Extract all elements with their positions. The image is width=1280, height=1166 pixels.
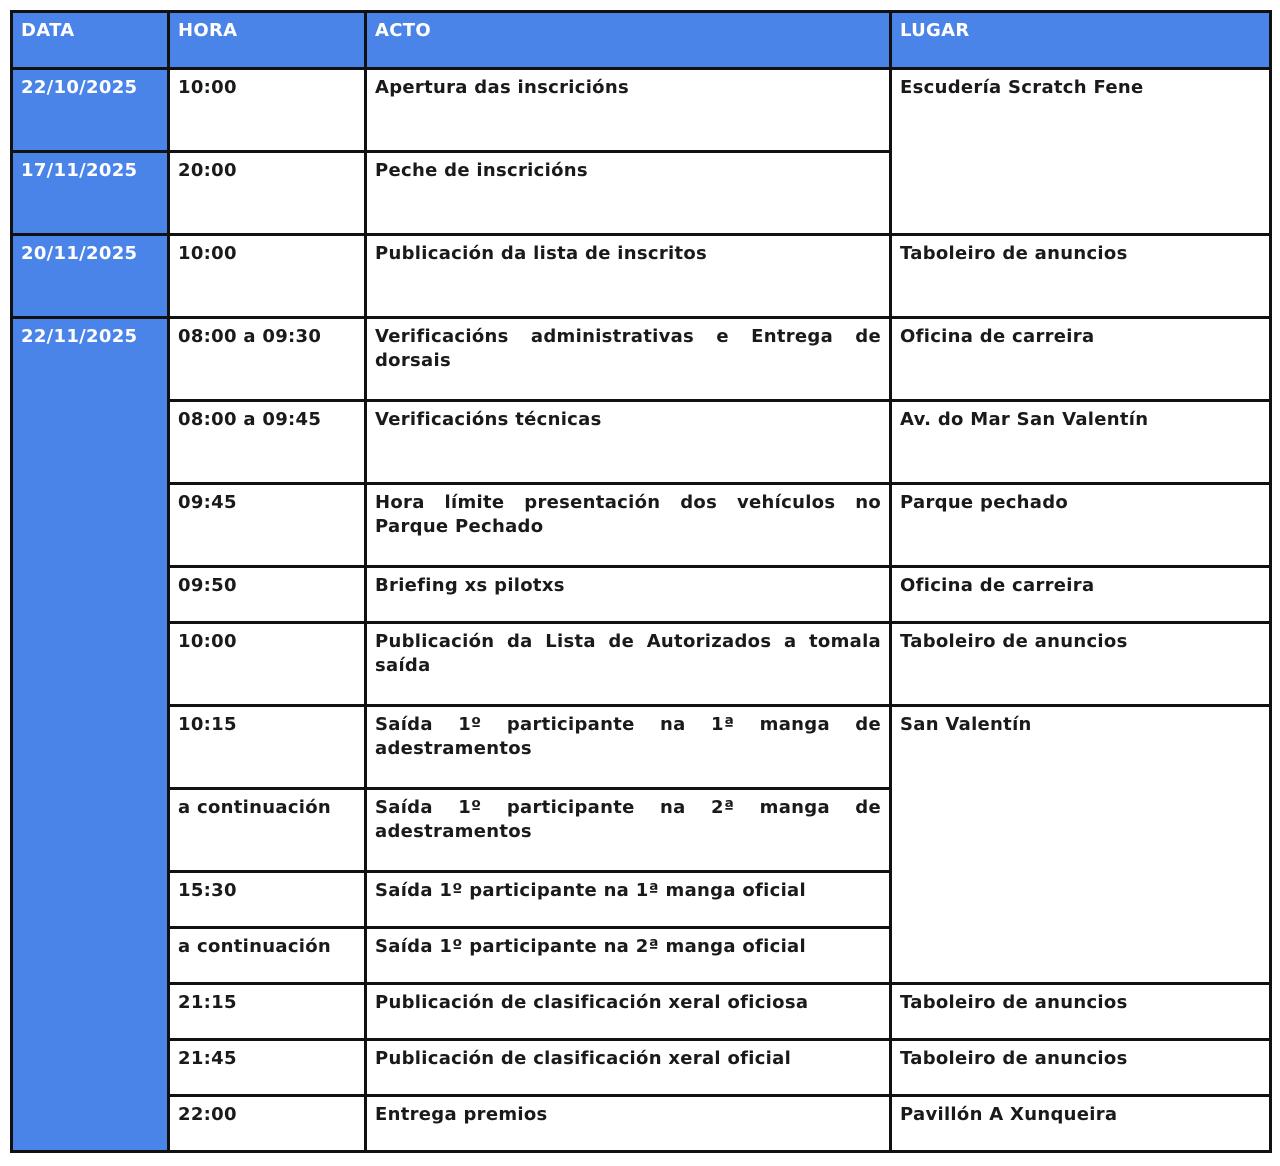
table-row (12, 1096, 1271, 1152)
lugar-cell: Taboleiro de anuncios (891, 623, 1271, 706)
acto-cell: Apertura das inscricións (366, 69, 891, 152)
lugar-cell: Pavillón A Xunqueira (891, 1096, 1271, 1152)
schedule-table (10, 10, 1272, 1153)
header-acto: ACTO (366, 12, 891, 69)
lugar-cell: Parque pechado (891, 484, 1271, 567)
table-row (12, 401, 1271, 484)
table-row (12, 484, 1271, 567)
lugar-cell: Oficina de carreira (891, 567, 1271, 623)
table-row (12, 235, 1271, 318)
acto-cell: Publicación da lista de inscritos (366, 235, 891, 318)
hora-cell: 10:00 (169, 69, 366, 152)
acto-cell: Publicación de clasificación xeral oficial (366, 1040, 891, 1096)
lugar-cell: Escudería Scratch Fene (891, 69, 1271, 235)
header-row (12, 12, 1271, 69)
lugar-cell: San Valentín (891, 706, 1271, 984)
acto-cell: Verificacións técnicas (366, 401, 891, 484)
acto-cell: Peche de inscricións (366, 152, 891, 235)
acto-cell: Publicación da Lista de Autorizados a tomala saída (366, 623, 891, 706)
table-row (12, 984, 1271, 1040)
hora-cell: 21:15 (169, 984, 366, 1040)
table-row (12, 318, 1271, 401)
lugar-cell: Taboleiro de anuncios (891, 1040, 1271, 1096)
header-data: DATA (12, 12, 169, 69)
lugar-cell: Oficina de carreira (891, 318, 1271, 401)
acto-cell: Entrega premios (366, 1096, 891, 1152)
hora-cell: a continuación (169, 789, 366, 872)
acto-cell: Saída 1º participante na 2ª manga oficial (366, 928, 891, 984)
acto-cell: Hora límite presentación dos vehículos no Parque Pechado (366, 484, 891, 567)
table-row (12, 1040, 1271, 1096)
hora-cell: 10:15 (169, 706, 366, 789)
hora-cell: 10:00 (169, 235, 366, 318)
acto-cell: Verificacións administrativas e Entrega de dorsais (366, 318, 891, 401)
hora-cell: 10:00 (169, 623, 366, 706)
table-row (12, 69, 1271, 152)
acto-cell: Saída 1º participante na 1ª manga oficial (366, 872, 891, 928)
table-row (12, 623, 1271, 706)
table-row (12, 706, 1271, 789)
hora-cell: a continuación (169, 928, 366, 984)
hora-cell: 22:00 (169, 1096, 366, 1152)
lugar-cell: Taboleiro de anuncios (891, 984, 1271, 1040)
hora-cell: 15:30 (169, 872, 366, 928)
hora-cell: 09:50 (169, 567, 366, 623)
date-cell: 20/11/2025 (12, 235, 169, 318)
acto-cell: Saída 1º participante na 1ª manga de adestramentos (366, 706, 891, 789)
lugar-cell: Taboleiro de anuncios (891, 235, 1271, 318)
lugar-cell: Av. do Mar San Valentín (891, 401, 1271, 484)
hora-cell: 09:45 (169, 484, 366, 567)
hora-cell: 21:45 (169, 1040, 366, 1096)
table-row (12, 567, 1271, 623)
hora-cell: 08:00 a 09:30 (169, 318, 366, 401)
acto-cell: Briefing xs pilotxs (366, 567, 891, 623)
date-cell: 17/11/2025 (12, 152, 169, 235)
acto-cell: Publicación de clasificación xeral oficiosa (366, 984, 891, 1040)
header-lugar: LUGAR (891, 12, 1271, 69)
hora-cell: 20:00 (169, 152, 366, 235)
acto-cell: Saída 1º participante na 2ª manga de adestramentos (366, 789, 891, 872)
hora-cell: 08:00 a 09:45 (169, 401, 366, 484)
date-cell: 22/10/2025 (12, 69, 169, 152)
header-hora: HORA (169, 12, 366, 69)
date-cell: 22/11/2025 (12, 318, 169, 1152)
